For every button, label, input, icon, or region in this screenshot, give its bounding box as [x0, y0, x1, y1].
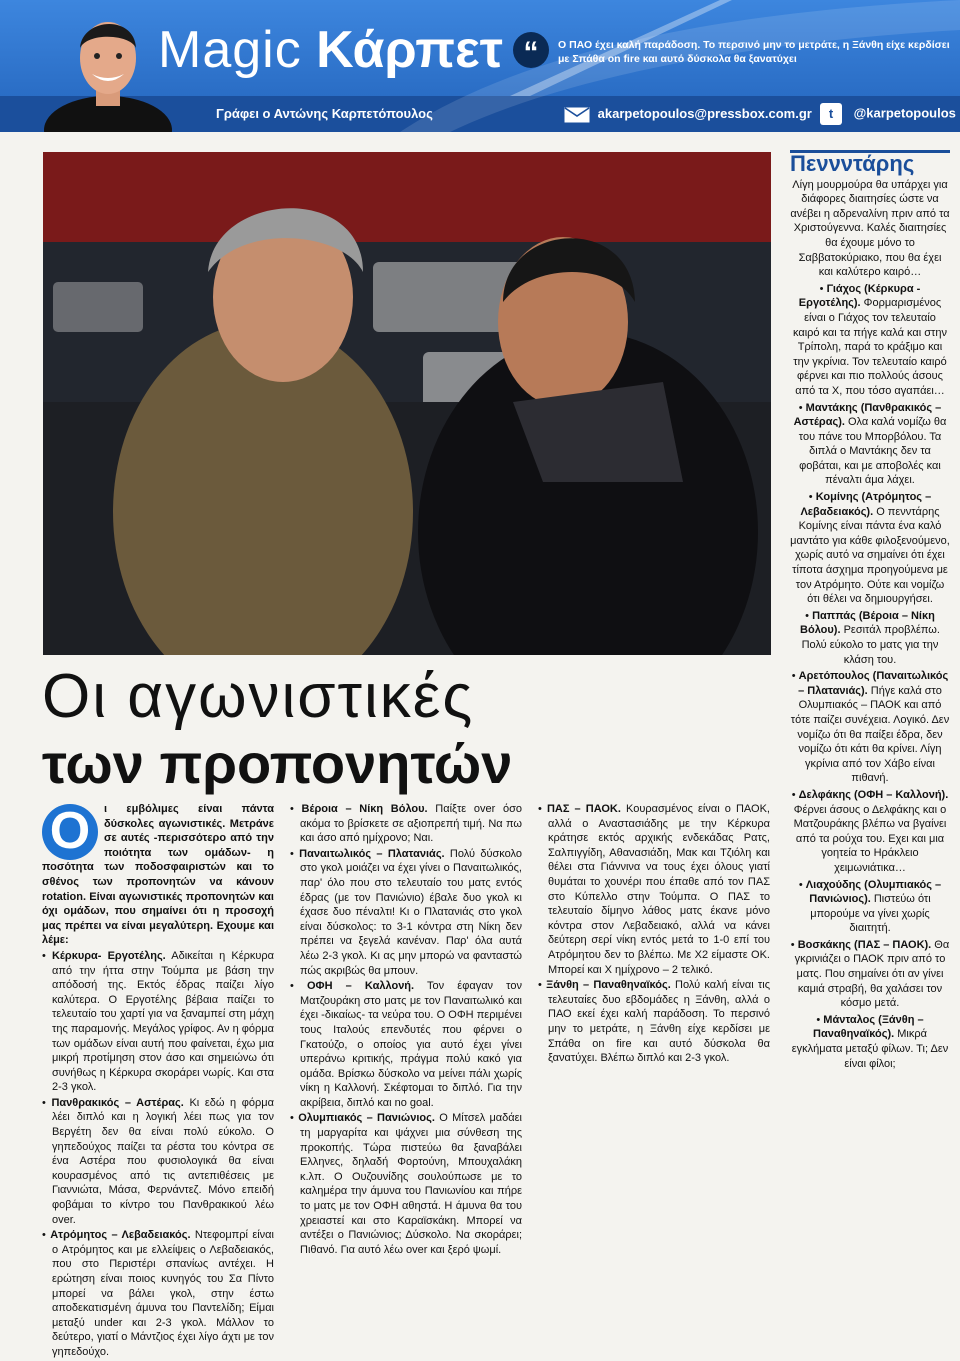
sidebar-referees [790, 150, 950, 1073]
list-item: • Πανθρακικός – Αστέρας. Κι εδώ η φόρμα λέει διπλό και η λογική λέει πως για τον Βεργέτη δεν θα είναι πολύ εύκολο. Ο γηπεδούχος παίζει τα ρέστα του κόντρα σε ένα Αστέρα που φυσιολογικά θα είναι κουρασμένος από τις αντεπιθέσεις με Γιαννιώτα, Μάσα, Φερνάντεζ. Μόνο επειδή φοβάμαι το κίντρο του Πανθρακικού λέω over. [42, 1096, 274, 1226]
envelope-icon [564, 107, 590, 123]
list-item: • ΠΑΣ – ΠΑΟΚ. Κουρασμένος είναι ο ΠΑΟΚ, αλλά ο Αναστασιάδης με την Κέρκυρα κράτησε εκτός αρχικής ενδεκάδας Ρατς, Σαλπιγγίδη, Αθανασιάδη, Μακ και Τζιόλη και θέλει στα Γιάννινα να τους έχει όλους γιατί θυμάται το χουνέρι που έπαθε από τον ΠΑΣ στο Κύπελλο στην Τούμπα. Ο ΠΑΣ το τελευταίο δίμηνο λάθος ματς έκανε μόνο κόντρα στον Λεβαδειακό, αλλά να κάνει δεύτερη σερί νίκη εντός μετά το 1-0 επί του Ατρόμητου δεν το βλέπω. Με Χ2 είμαστε ΟΚ. Μπορεί και Χ ημίχρονο – 2 τελικό. [538, 803, 770, 976]
sidebar-item: • Λιαχούδης (Ολυμπιακός – Πανιώνιος). Πιστεύω ότι μπορούμε να γίνει χωρίς διαιτητή. [798, 878, 942, 935]
list-item: • Ξάνθη – Παναθηναϊκός. Πολύ καλή είναι τις τελευταίες δυο εβδομάδες η Ξάνθη, αλλά ο ΠΑΟ εκεί έχει καλή παράδοση. Το περσινό μην το μετράτε, η Ξάνθη είχε κερδίσει με Σπάθα on fire και αυτό δύσκολα θα ξανατύχει. Βλέπω διπλό και 2-3 γκολ. [538, 979, 770, 1065]
sidebar-item: • Δελφάκης (ΟΦΗ – Καλλονή). Φέρνει άσους ο Δελφάκης και ο Ματζουράκης βλέπω να βγαίνει από τα ρούχα του. Εχει και μια γοητεία το Ηράκλειο χειμωνιάτικα… [791, 788, 949, 874]
twitter-handle[interactable]: @karpetopoulos [853, 105, 956, 121]
list-item: • Βέροια – Νίκη Βόλου. Παίξτε over όσο ακόμα το βρίσκετε σε αξιοπρεπή τιμή. Να πω και άσο από ημίχρονο; Ναι. [290, 803, 522, 845]
article-column-2 [290, 802, 522, 1258]
headline-line2: των προπονητών [42, 732, 513, 795]
headline [42, 664, 782, 794]
headline-line1: Οι αγωνιστικές [42, 662, 475, 731]
header-quote: Ο ΠΑΟ έχει καλή παράδοση. Το περσινό μην το μετράτε, η Ξάνθη είχε κερδίσει με Σπάθα on fire και αυτό δύσκολα θα ξανατύχει [558, 39, 950, 65]
columnist-avatar [44, 8, 172, 132]
list-item: • Ολυμπιακός – Πανιώνιος. Ο Μίτσελ μαδάει τη μαργαρίτα και ψάχνει μια σύνθεση της προκοπής. Τώρα πιστεύω θα ξαναβάλει Ελληνες, δηλαδή Φορτούνη, Μπουχαλάκη κ.λπ. Ο Ουζουνίδης σουλούπωσε με το καλημέρα την άμυνα του Πανιωνίου και πήρε το ματς με τον ΟΦΗ αθηστά. Η άμυνα θα του χρειαστεί και στο Καραϊσκάκη. Μπορεί να αντέξει ο Πανιώνιος; Δύσκολο. Να σκοράρει; Πιθανό. Για αυτό λέω over και ξερό ψωμί. [290, 1112, 522, 1256]
list-item: • Παναιτωλικός – Πλατανιάς. Πολύ δύσκολο στο γκολ μοιάζει να έχει γίνει ο Παναιτωλικός, παρ' όλο που στο τελευταίο του ματς εντός έδρας (με τον Πανιώνιο) έβαλε δυο γκολ κι έχασε δυο πέναλτι! Κι ο Πλατανιάς στο γκολ είναι δύσκολος: το 3-1 κόντρα στη Νίκη δεν πρέπει να ξεγελά κανέναν. Παρ' όλα αυτά λέω 2-3 γκολ. Κι ας μην μπορώ να φανταστώ πώς ακριβώς θα μπουν. [290, 847, 522, 977]
article-column-1 [42, 802, 274, 1361]
masthead [0, 0, 960, 132]
sidebar-intro: Λίγη μουρμούρα θα υπάρχει για διάφορες διαιτησίες ώστε να ανέβει η αδρεναλίνη πριν από τα Χριστούγεννα. Καλές διαιτησίες θα έχουμε μόνο το Σαββατοκύριακο, που θα έχει και καλύτερο καιρό… [790, 178, 950, 279]
sidebar-item: • Μάνταλος (Ξάνθη – Παναθηναϊκός). Μικρά εγκλήματα μεταξύ φίλων. Τι; Δεν είναι φίλοι; [791, 1013, 949, 1070]
dropcap: Ο [42, 804, 98, 860]
coaches-photo [43, 152, 771, 655]
twitter-icon: t [820, 103, 842, 125]
sidebar-item: • Βοσκάκης (ΠΑΣ – ΠΑΟΚ). Θα γκρινιάζει ο ΠΑΟΚ πριν από το ματς. Που σημαίνει ότι αν γίνει καμιά στραβή, θα χαλάσει τον κόσμο μετά. [790, 938, 950, 1010]
sidebar-item: • Μαντάκης (Πανθρακικός – Αστέρας). Ολα καλά νομίζω θα του πάνε του Μπορβόλου. Τα διπλά ο Μαντάκης δεν τα φοβάται, και με αποβολές και πέναλτι άμα λάχει. [793, 401, 947, 487]
column-brand [158, 20, 503, 80]
sidebar-item: • Αρετόπουλος (Παναιτωλικός – Πλατανιάς). Πήγε καλά στο Ολυμπιακός – ΠΑΟΚ και από τότε παίζει συνέχεια. Λογικό. Δεν νομίζω ότι θα παίξει έδρα, δεν νομίζω ότι κάτι θα κρίνει. Λίγη γκρίνια από τον Χάβο είναι πιθανή. [790, 670, 950, 785]
main-photo [43, 152, 771, 655]
brand-bold: Κάρπετ [316, 21, 503, 79]
twitter-contact[interactable] [820, 103, 956, 125]
sidebar-item: • Κομίνης (Ατρόμητος – Λεβαδειακός). Ο πενντάρης Κομίνης είναι πάντα ένα καλό μαντάτο για κάθε φιλοξενούμενο, χωρίς αυτό να σημαίνει ότι έχει τίποτα άσχημα προηγούμενα με τον Ατρόμητο. Ούτε και νομίζω ότι θέλει να δημιουργήσει. [790, 491, 950, 606]
email-address[interactable]: akarpetopoulos@pressbox.com.gr [597, 106, 812, 121]
sidebar-item: • Παππάς (Βέροια – Νίκη Βόλου). Ρεσιτάλ προβλέπω. Πολύ εύκολο το ματς για την κλάση του. [800, 609, 940, 666]
list-item: • Ατρόμητος – Λεβαδειακός. Ντεφομπρί είναι ο Ατρόμητος και με ελλείψεις ο Λεβαδειακός, που στο Περιστέρι σπανίως αντέχει. Η ερώτηση είναι ποιος κυνηγός του Σα Πίντο μπορεί να βάλει γκολ, στην έστω αποδεκατισμένη άμυνα του Παντελίδη; Είμαι μεταξύ under και 2-3 γκολ. Μάλλον το δεύτερο, γιατί ο Μάντζιος έχει λίγο άχτι με τον γηπεδούχο. [42, 1229, 274, 1358]
byline: Γράφει ο Αντώνης Καρπετόπουλος [216, 106, 433, 121]
email-contact[interactable] [564, 106, 812, 123]
quote-icon: “ [513, 32, 549, 68]
brand-thin: Magic [158, 21, 302, 79]
article-column-3 [538, 802, 770, 1067]
sidebar-title: Πεννντάρης [790, 150, 950, 172]
list-item: • Κέρκυρα- Εργοτέλης. Αδικείται η Κέρκυρα από την ήττα στην Τούμπα με βάση την απόδοσή της. Εκτός έδρας παίζει λίγο καλύτερα. Ο Εργοτέλης βέβαια παίζει το τελευταίο του χαρτί για να ξαναμπεί στη μάχη της παραμονής. Μεγάλος γρίφος. Αν η φόρμα των ομάδων είναι αυτή που φαίνεται, έχω μια μικρή προτίμηση στον άσο και σημειώνω ότι συνήθως η Κέρκυρα σκοράρει νωρίς. Και στα 2-3 γκολ. [42, 949, 274, 1094]
list-item: • ΟΦΗ – Καλλονή. Τον έφαγαν τον Ματζουράκη στο ματς με τον Παναιτωλικό και έχει -δικαίως- τα νεύρα του. Ο ΟΦΗ περιμένει τους Ιταλούς επενδυτές που φέρνει ο Γκατούζο, ο οποίος για αυτό έχει γίνει υπεράνω κριτικής, πράγμα πολύ κακό για ομάδα. Βρίσκω δύσκολο να μείνει πάλι χωρίς νίκη η Καλλονή. Σκέφτομαι το διπλό. Για την ακρίβεια, διπλό και no goal. [290, 980, 522, 1109]
article-lead: ι εμβόλιμες είναι πάντα δύσκολες αγωνιστικές. Μετράνε σε αυτές -περισσότερο από την ποιότητα των ομάδων- η ποσότητα των ποδοσφαιριστών και το σθένος των προπονητών να κάνουν rotation. Είναι αγωνιστικές προπονητών και όχι ομάδων, που σημαίνει ότι η προσοχή μας πρέπει να είναι μεγαλύτερη. Εχουμε και λέμε: [42, 803, 274, 947]
sidebar-item: • Γιάχος (Κέρκυρα - Εργοτέλης). Φορμαρισμένος είναι ο Γιάχος τον τελευταίο καιρό και τα πήγε καλά και στην Τρίπολη, παρά το κράξιμο και την γκρίνια. Τον τελευταίο καιρό φέρνει και πιο πολλούς άσους από τα Χ, που τόσο αγαπάει… [792, 282, 948, 397]
